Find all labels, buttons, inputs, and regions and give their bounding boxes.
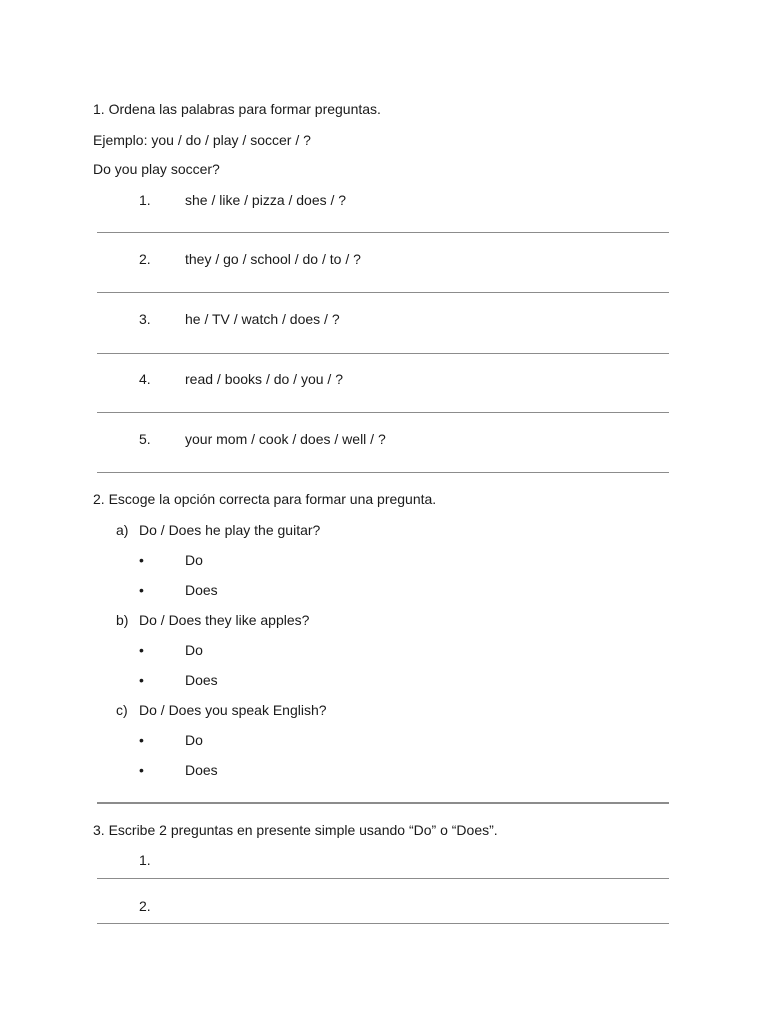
section-divider — [97, 802, 669, 804]
section3-heading: 3. Escribe 2 preguntas en presente simple usando “Do” o “Does”. — [93, 822, 498, 838]
bullet: • — [139, 732, 144, 748]
question-text: Do / Does you speak English? — [139, 702, 327, 718]
bullet: • — [139, 672, 144, 688]
bullet: • — [139, 552, 144, 568]
answer-line[interactable] — [97, 292, 669, 293]
question-text: Do / Does he play the guitar? — [139, 522, 321, 538]
item-words: he / TV / watch / does / ? — [185, 311, 340, 327]
answer-line[interactable] — [97, 472, 669, 473]
item-number: 3. — [139, 311, 151, 327]
option-does[interactable]: Does — [185, 672, 218, 688]
answer-line[interactable] — [97, 232, 669, 233]
question-letter: c) — [116, 702, 128, 718]
section2-heading: 2. Escoge la opción correcta para formar una pregunta. — [93, 491, 437, 507]
question-letter: a) — [116, 522, 129, 538]
answer-line[interactable] — [97, 878, 669, 879]
item-number: 2. — [139, 898, 151, 914]
question-letter: b) — [116, 612, 129, 628]
section1-heading: 1. Ordena las palabras para formar preguntas. — [93, 101, 381, 117]
bullet: • — [139, 762, 144, 778]
item-words: she / like / pizza / does / ? — [185, 192, 347, 208]
bullet: • — [139, 582, 144, 598]
item-number: 5. — [139, 431, 151, 447]
item-number: 1. — [139, 192, 151, 208]
answer-line[interactable] — [97, 412, 669, 413]
answer-line[interactable] — [97, 923, 669, 924]
example-prompt: Ejemplo: you / do / play / soccer / ? — [93, 132, 311, 148]
item-words: read / books / do / you / ? — [185, 371, 343, 387]
item-words: they / go / school / do / to / ? — [185, 251, 361, 267]
bullet: • — [139, 642, 144, 658]
item-number: 1. — [139, 852, 151, 868]
option-does[interactable]: Does — [185, 582, 218, 598]
item-number: 4. — [139, 371, 151, 387]
item-words: your mom / cook / does / well / ? — [185, 431, 386, 447]
option-does[interactable]: Does — [185, 762, 218, 778]
answer-line[interactable] — [97, 353, 669, 354]
example-answer: Do you play soccer? — [93, 161, 220, 177]
item-number: 2. — [139, 251, 151, 267]
question-text: Do / Does they like apples? — [139, 612, 310, 628]
option-do[interactable]: Do — [185, 552, 203, 568]
option-do[interactable]: Do — [185, 642, 203, 658]
option-do[interactable]: Do — [185, 732, 203, 748]
